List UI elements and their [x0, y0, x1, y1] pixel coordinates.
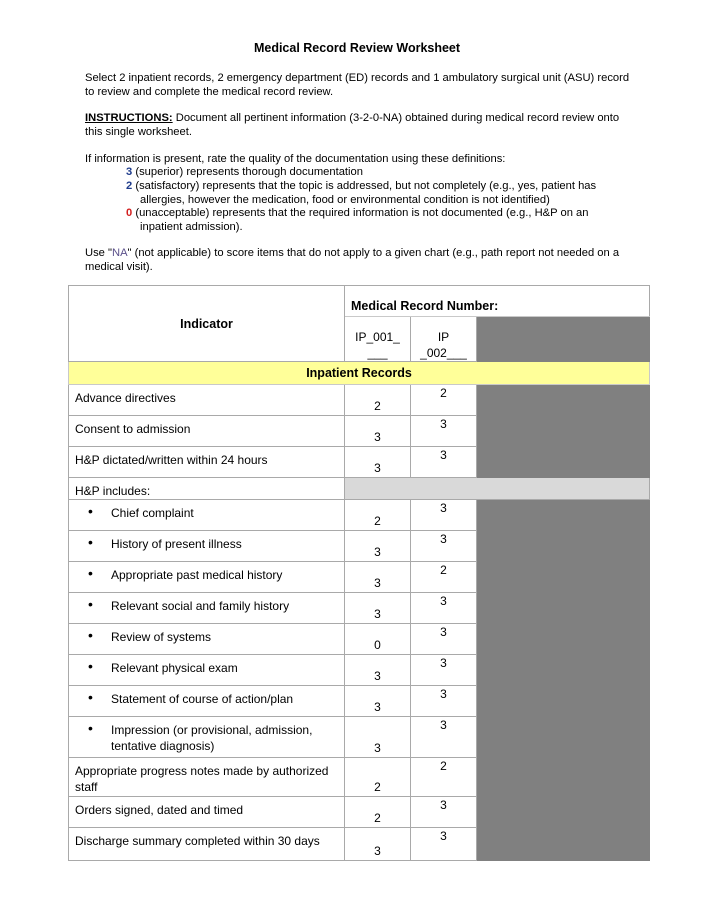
score-cell-record-1[interactable] [345, 797, 411, 828]
score-cell-record-2[interactable] [411, 655, 477, 686]
indicator-label [69, 562, 345, 593]
score-cell-record-1[interactable] [345, 562, 411, 593]
score-value: 3 [374, 576, 381, 590]
score-value: 3 [440, 798, 447, 812]
score-cell-record-1[interactable] [345, 717, 411, 758]
score-cell-record-1[interactable] [345, 624, 411, 655]
indicator-label: Discharge summary completed within 30 days [69, 828, 345, 861]
score-value: 3 [440, 532, 447, 546]
score-value: 2 [440, 563, 447, 577]
unused-column [477, 531, 650, 562]
score-cell-record-2[interactable] [411, 416, 477, 447]
table-row [69, 447, 650, 478]
definition-text: (superior) represents thorough documentation [132, 166, 363, 178]
indicator-label: Orders signed, dated and timed [69, 797, 345, 828]
indicator-text: Statement of course of action/plan [111, 692, 294, 706]
unused-column [477, 717, 650, 758]
score-cell-record-1[interactable] [345, 385, 411, 416]
intro-paragraph: Select 2 inpatient records, 2 emergency department (ED) records and 1 ambulatory surgical unit (ASU) record to review and complete the medical record review. [85, 72, 630, 98]
score-cell-record-1[interactable] [345, 416, 411, 447]
unused-column [477, 317, 650, 362]
table-header-row-1 [69, 286, 650, 317]
mrn-header: Medical Record Number: [345, 286, 650, 317]
table-row [69, 562, 650, 593]
bullet-icon: • [88, 720, 93, 736]
score-value: 3 [440, 448, 447, 462]
score-cell-record-2[interactable] [411, 447, 477, 478]
indicator-label [69, 593, 345, 624]
score-value: 3 [374, 741, 381, 755]
indicator-text: History of present illness [111, 537, 242, 551]
table-row [69, 686, 650, 717]
table-row [69, 758, 650, 797]
na-note-pre: Use " [85, 247, 112, 259]
review-table [68, 285, 650, 861]
table-row [69, 500, 650, 531]
score-cell-record-2[interactable] [411, 500, 477, 531]
indicator-text: Appropriate past medical history [111, 568, 283, 582]
indicator-label [69, 624, 345, 655]
score-cell-record-2[interactable] [411, 385, 477, 416]
score-cell-record-1[interactable] [345, 686, 411, 717]
score-value: 3 [440, 625, 447, 639]
score-cell-record-1[interactable] [345, 655, 411, 686]
definition-3 [126, 165, 626, 179]
score-value: 2 [374, 811, 381, 825]
indicator-label [69, 686, 345, 717]
definition-continuation: allergies, however the medication, food or environmental condition is not identified) [140, 194, 550, 206]
score-value: 3 [440, 594, 447, 608]
table-row [69, 593, 650, 624]
definition-continuation: inpatient admission). [140, 221, 243, 233]
page-title: Medical Record Review Worksheet [253, 41, 461, 55]
score-cell-record-2[interactable] [411, 562, 477, 593]
section-header: Inpatient Records [69, 362, 650, 385]
table-row [69, 531, 650, 562]
indicator-label [69, 655, 345, 686]
score-value: 3 [374, 700, 381, 714]
score-value: 3 [374, 607, 381, 621]
indicator-label [69, 531, 345, 562]
definition-2 [126, 179, 626, 207]
score-cell-record-2[interactable] [411, 828, 477, 861]
unused-column [477, 797, 650, 828]
indicator-text: Chief complaint [111, 506, 194, 520]
score-cell-record-2[interactable] [411, 758, 477, 797]
score-value: 3 [374, 844, 381, 858]
unused-column [477, 500, 650, 531]
unused-column [477, 624, 650, 655]
indicator-label: H&P includes: [69, 478, 345, 500]
indicator-label: Advance directives [69, 385, 345, 416]
table-row [69, 416, 650, 447]
bullet-icon: • [88, 565, 93, 581]
score-cell-record-1[interactable] [345, 758, 411, 797]
indicator-text: Impression (or provisional, admission, tentative diagnosis) [111, 723, 313, 753]
score-value: 2 [440, 759, 447, 773]
unused-column [477, 593, 650, 624]
definition-text: (satisfactory) represents that the topic is addressed, but not completely (e.g., yes, patient has [132, 180, 597, 192]
indicator-label [69, 500, 345, 531]
score-value: 3 [440, 829, 447, 843]
table-row [69, 717, 650, 758]
instructions-text: Document all pertinent information (3-2-0-NA) obtained during medical record review onto this single worksheet. [85, 112, 620, 138]
score-value: 3 [440, 417, 447, 431]
indicator-rows [69, 385, 650, 861]
score-value: 3 [374, 430, 381, 444]
section-row [69, 362, 650, 385]
table-row [69, 797, 650, 828]
bullet-icon: • [88, 627, 93, 643]
record-id-1[interactable]: IP_001_ ___ [345, 317, 411, 362]
definition-score: 3 [126, 166, 133, 178]
score-value: 3 [374, 545, 381, 559]
instructions-label: INSTRUCTIONS: [85, 112, 173, 124]
score-cell-record-2[interactable] [411, 686, 477, 717]
score-cell-record-2[interactable] [411, 624, 477, 655]
bullet-icon: • [88, 596, 93, 612]
indicator-label [69, 717, 345, 758]
score-value: 3 [440, 718, 447, 732]
indicator-text: Relevant social and family history [111, 599, 290, 613]
score-value: 2 [374, 780, 381, 794]
unused-column [477, 562, 650, 593]
score-value: 2 [374, 514, 381, 528]
indicator-header: Indicator [69, 286, 345, 362]
definition-score: 2 [126, 180, 133, 192]
unused-column [477, 416, 650, 447]
score-value: 3 [374, 461, 381, 475]
subheader-fill [345, 478, 650, 500]
score-cell-record-2[interactable] [411, 797, 477, 828]
bullet-icon: • [88, 689, 93, 705]
score-cell-record-1[interactable] [345, 447, 411, 478]
score-value: 3 [440, 687, 447, 701]
unused-column [477, 758, 650, 797]
score-cell-record-1[interactable] [345, 531, 411, 562]
indicator-label: Consent to admission [69, 416, 345, 447]
unused-column [477, 447, 650, 478]
unused-column [477, 828, 650, 861]
score-cell-record-1[interactable] [345, 828, 411, 861]
score-value: 0 [374, 638, 381, 652]
score-value: 2 [374, 399, 381, 413]
table-row [69, 655, 650, 686]
rating-intro: If information is present, rate the quality of the documentation using these definitions: [85, 153, 506, 165]
bullet-icon: • [88, 534, 93, 550]
table-row [69, 828, 650, 861]
na-label: NA [111, 247, 128, 259]
bullet-icon: • [88, 658, 93, 674]
record-id-2[interactable]: IP _002___ [411, 317, 477, 362]
na-note [85, 246, 630, 274]
bullet-icon: • [88, 503, 93, 519]
indicator-label: Appropriate progress notes made by authorized staff [69, 758, 345, 797]
instructions-paragraph [85, 111, 630, 139]
score-cell-record-1[interactable] [345, 500, 411, 531]
table-row [69, 385, 650, 416]
score-cell-record-2[interactable] [411, 531, 477, 562]
definition-score: 0 [126, 207, 133, 219]
indicator-label: H&P dictated/written within 24 hours [69, 447, 345, 478]
score-cell-record-2[interactable] [411, 717, 477, 758]
score-cell-record-2[interactable] [411, 593, 477, 624]
definition-0 [126, 206, 626, 234]
score-value: 3 [440, 656, 447, 670]
score-cell-record-1[interactable] [345, 593, 411, 624]
unused-column [477, 385, 650, 416]
table-row [69, 624, 650, 655]
indicator-text: Relevant physical exam [111, 661, 238, 675]
unused-column [477, 655, 650, 686]
definition-text: (unacceptable) represents that the required information is not documented (e.g., H&P on an [132, 207, 589, 219]
indicator-text: Review of systems [111, 630, 212, 644]
unused-column [477, 686, 650, 717]
score-value: 3 [374, 669, 381, 683]
score-value: 3 [440, 501, 447, 515]
na-note-post: " (not applicable) to score items that do not apply to a given chart (e.g., path report not needed on a medical visit). [85, 247, 620, 273]
table-row [69, 478, 650, 500]
score-value: 2 [440, 386, 447, 400]
